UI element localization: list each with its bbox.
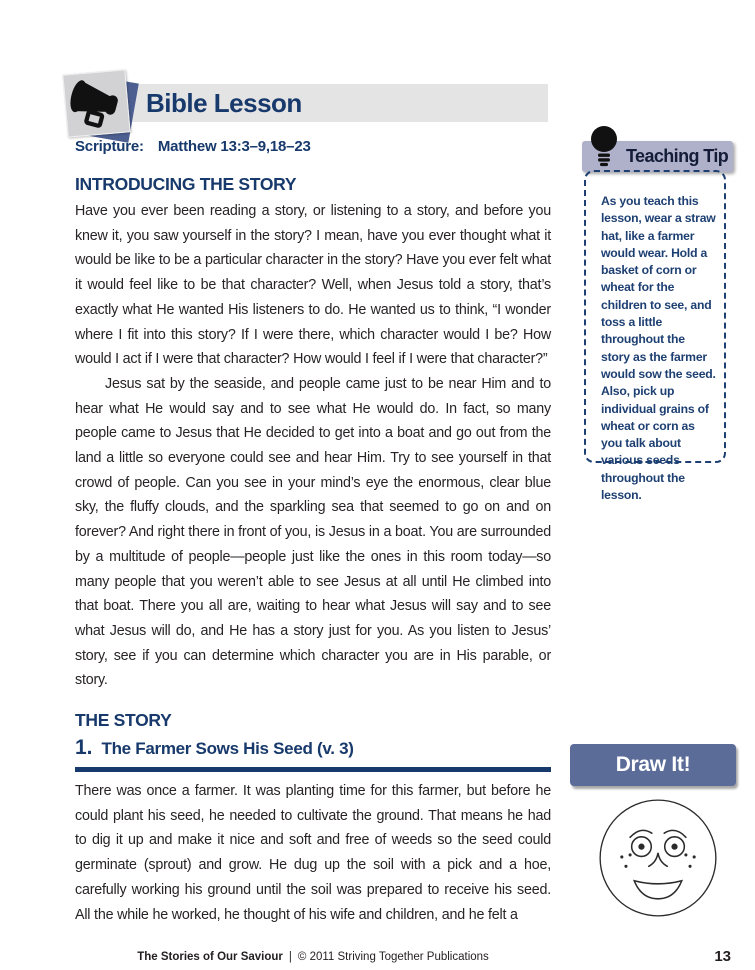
story-point-heading <box>75 736 551 772</box>
story-point-number: 1. <box>75 736 93 759</box>
megaphone-icon <box>62 68 140 146</box>
intro-section-body <box>75 199 551 693</box>
footer-copyright: © 2011 Striving Together Publications <box>297 951 489 963</box>
intro-paragraph-1: Have you ever been reading a story, or listening to a story, and before you knew it, you saw yourself in the story? I mean, have you ever thought what it would be like to be a particular character in the story? Have you ever felt what it would feel like to be that character? Well, when Jesus told a story, that’s exactly what He wanted His listeners to do. He wanted us to think, “I wonder where I fit into this story? If I were there, which character would I be? How would I act if I were that character? How would I feel if I were that character?” <box>75 203 551 368</box>
footer-book-title: The Stories of Our Saviour <box>137 951 283 963</box>
teaching-tip-title: Teaching Tip <box>626 146 729 166</box>
intro-paragraph-2: Jesus sat by the seaside, and people came just to be near Him and to hear what He would say and to see what He would do. In fact, so many people came to Jesus that He decided to get into a boat and go out from the land a little so everyone could see and hear Him. Try to see yourself in that crowd of people. Can you see in your mind’s eye the enormous, clear blue sky, the fluffy clouds, and the sparkling sea that seemed to go on and on forever? And right there in front of you, is Jesus in a boat. You are surrounded by a multitude of people—people just like the ones in this room today—so many people that you weren’t able to see Jesus at all until He climbed into that boat. There you all are, waiting to hear what Jesus will say and to see what Jesus will do, and He has a story just for you. As you listen to Jesus’ story, see if you can determine which character you are in His parable, or story. <box>75 375 551 689</box>
draw-it-label: Draw It! <box>615 753 691 776</box>
draw-it-banner <box>570 744 736 786</box>
teaching-tip-body: As you teach this lesson, wear a straw hat, like a farmer would wear. Hold a basket of corn or wheat for the children to see, and toss a little throughout the story as the farmer would sow the seed. Also, pick up individual grains of wheat or corn as you talk about various seeds throughout the lesson. <box>601 194 716 503</box>
story-point-title: The Farmer Sows His Seed (v. 3) <box>101 739 354 758</box>
scripture-label: Scripture: <box>75 138 144 155</box>
scripture-line <box>75 138 311 155</box>
page-title: Bible Lesson <box>146 88 302 118</box>
story-section-heading: THE STORY <box>75 710 172 730</box>
story-paragraph-1: There was once a farmer. It was planting time for this farmer, but before he could plant his seed, he needed to cultivate the ground. That means he had to dig it up and make it nice and soft and free of weeds so the seed could germinate (sprout) and grow. He dug up the soil with a pick and a hoe, carefully working his ground until the soil was prepared to receive his seed. All the while he worked, he thought of his wife and children, and he felt a <box>75 783 551 923</box>
smiling-face-drawing <box>596 796 720 920</box>
scripture-reference: Matthew 13:3–9,18–23 <box>157 138 311 155</box>
teaching-tip-box <box>584 170 726 503</box>
megaphone-icon-gray-square <box>62 69 130 137</box>
intro-section-heading: INTRODUCING THE STORY <box>75 174 297 194</box>
page-number: 13 <box>714 948 731 965</box>
story-section-body <box>75 779 551 927</box>
footer <box>75 951 551 963</box>
footer-separator: | <box>288 951 292 963</box>
